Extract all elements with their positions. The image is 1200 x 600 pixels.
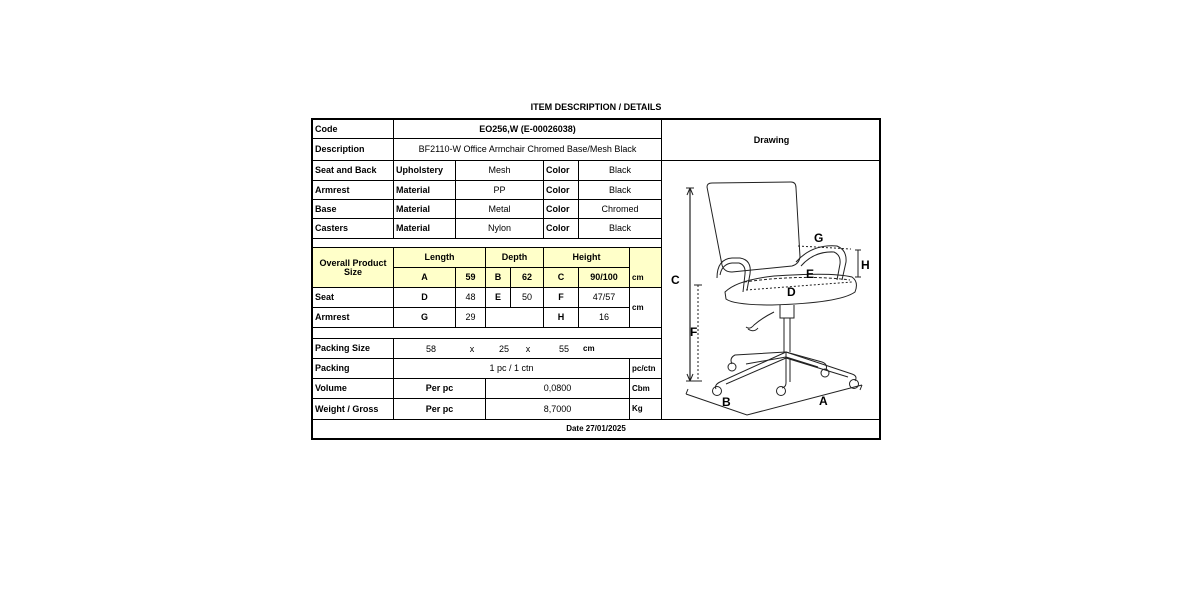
dim-e-label: E <box>806 267 815 281</box>
material-color-label: Color <box>544 219 579 239</box>
dim-d-label: D <box>787 285 796 299</box>
material-color-label: Color <box>544 200 579 219</box>
dim-h-label: H <box>861 258 870 272</box>
material-value: Nylon <box>456 219 544 239</box>
material-attr-label: Material <box>394 181 456 200</box>
dim-value-f: 47/57 <box>579 288 630 308</box>
description-label: Description <box>313 139 394 161</box>
unit-header-blank <box>630 248 662 268</box>
dim-letter-e: E <box>486 288 511 308</box>
pack-x-1: x <box>469 343 475 354</box>
footer-date: Date 27/01/2025 <box>313 419 879 438</box>
depth-header: Depth <box>486 248 544 268</box>
dim-letter-g: G <box>394 308 456 328</box>
dim-unit: cm <box>630 268 662 288</box>
material-part: Casters <box>313 219 394 239</box>
code-label: Code <box>313 120 394 139</box>
overall-size-label: Overall Product Size <box>313 248 394 288</box>
chair-illustration <box>662 162 881 418</box>
dim-c-label: C <box>671 273 680 287</box>
pack-x-2: x <box>525 343 531 354</box>
material-color-value: Black <box>579 161 662 181</box>
material-value: PP <box>456 181 544 200</box>
packing-label: Packing <box>313 359 394 379</box>
spec-sheet <box>311 118 881 440</box>
pack-length: 58 <box>425 343 436 354</box>
volume-unit: Cbm <box>630 379 662 399</box>
material-attr-label: Upholstery <box>394 161 456 181</box>
material-attr-label: Material <box>394 200 456 219</box>
weight-per: Per pc <box>394 399 486 419</box>
drawing-header: Drawing <box>662 120 881 161</box>
volume-value: 0,0800 <box>486 379 630 399</box>
dim-a-label: A <box>819 394 828 408</box>
packing-unit: pc/ctn <box>630 359 662 379</box>
material-color-label: Color <box>544 181 579 200</box>
material-part: Armrest <box>313 181 394 200</box>
height-header: Height <box>544 248 630 268</box>
material-attr-label: Material <box>394 219 456 239</box>
dim-b-label: B <box>722 395 731 409</box>
spacer-row <box>313 239 662 248</box>
dim-letter-b: B <box>486 268 511 288</box>
length-header: Length <box>394 248 486 268</box>
column-divider <box>661 120 662 419</box>
dim-unit-2: cm <box>630 288 662 328</box>
material-part: Base <box>313 200 394 219</box>
dim-value-h: 16 <box>579 308 630 328</box>
volume-per: Per pc <box>394 379 486 399</box>
dim-letter-h: H <box>544 308 579 328</box>
dim-value-g: 29 <box>456 308 486 328</box>
material-color-value: Black <box>579 181 662 200</box>
material-value: Metal <box>456 200 544 219</box>
pack-height: 55 <box>558 343 569 354</box>
packing-size-values <box>394 339 662 359</box>
spacer-row <box>313 328 662 339</box>
page-title: ITEM DESCRIPTION / DETAILS <box>530 102 662 112</box>
dim-value-a: 59 <box>456 268 486 288</box>
material-color-value: Black <box>579 219 662 239</box>
pack-unit: cm <box>583 344 595 353</box>
dim-letter-d: D <box>394 288 456 308</box>
weight-value: 8,7000 <box>486 399 630 419</box>
dim-letter-a: A <box>394 268 456 288</box>
weight-unit: Kg <box>630 399 662 419</box>
material-part: Seat and Back <box>313 161 394 181</box>
dim-blank <box>486 308 544 328</box>
dim-value-d: 48 <box>456 288 486 308</box>
dim-value-c: 90/100 <box>579 268 630 288</box>
packing-value: 1 pc / 1 ctn <box>394 359 630 379</box>
seat-label: Seat <box>313 288 394 308</box>
packing-size-label: Packing Size <box>313 339 394 359</box>
code-value: EO256,W (E-00026038) <box>394 120 662 139</box>
material-color-value: Chromed <box>579 200 662 219</box>
dim-value-b: 62 <box>511 268 544 288</box>
material-color-label: Color <box>544 161 579 181</box>
description-value: BF2110-W Office Armchair Chromed Base/Mesh Black <box>394 139 662 161</box>
dim-letter-c: C <box>544 268 579 288</box>
armrest-label: Armrest <box>313 308 394 328</box>
volume-label: Volume <box>313 379 394 399</box>
chair-drawing <box>662 162 881 418</box>
dim-g-label: G <box>814 231 824 245</box>
weight-label: Weight / Gross <box>313 399 394 419</box>
material-value: Mesh <box>456 161 544 181</box>
pack-width: 25 <box>498 343 509 354</box>
dim-letter-f: F <box>544 288 579 308</box>
dim-f-label: F <box>690 325 698 339</box>
dim-value-e: 50 <box>511 288 544 308</box>
